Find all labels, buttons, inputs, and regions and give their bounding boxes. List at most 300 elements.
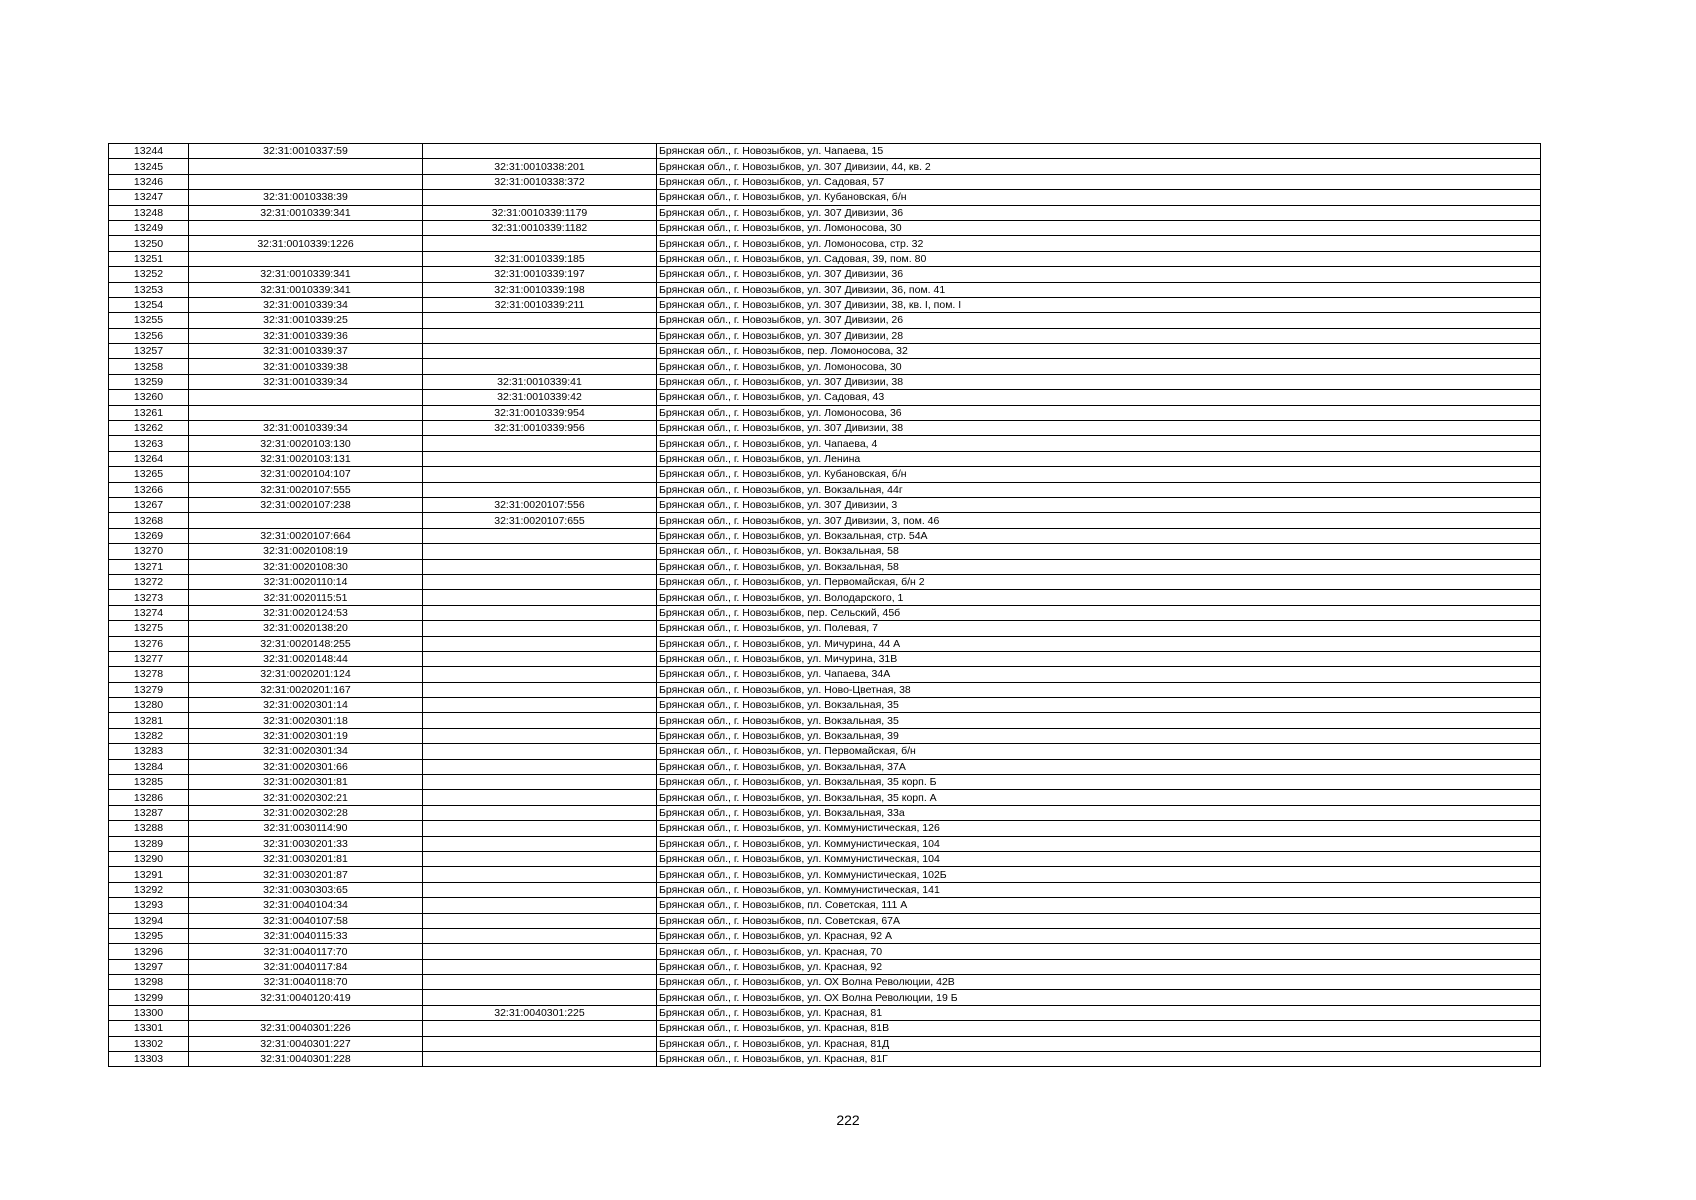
cadastral-number-cell: 32:31:0010339:25 — [189, 313, 423, 328]
table-row — [109, 882, 1541, 897]
property-table — [108, 143, 1541, 1067]
address-cell: Брянская обл., г. Новозыбков, ул. Первомайская, б/н 2 — [657, 574, 1541, 589]
object-cadastral-number-cell — [423, 713, 657, 728]
row-number-cell: 13282 — [109, 728, 189, 743]
address-cell: Брянская обл., г. Новозыбков, ул. Красная, 81Г — [657, 1052, 1541, 1067]
row-number-cell: 13287 — [109, 805, 189, 820]
object-cadastral-number-cell — [423, 744, 657, 759]
address-cell: Брянская обл., г. Новозыбков, ул. Коммунистическая, 104 — [657, 836, 1541, 851]
address-cell: Брянская обл., г. Новозыбков, ул. Ново-Цветная, 38 — [657, 682, 1541, 697]
row-number-cell: 13251 — [109, 251, 189, 266]
cadastral-number-cell: 32:31:0040115:33 — [189, 928, 423, 943]
cadastral-number-cell: 32:31:0020302:21 — [189, 790, 423, 805]
object-cadastral-number-cell — [423, 651, 657, 666]
row-number-cell: 13274 — [109, 605, 189, 620]
address-cell: Брянская обл., г. Новозыбков, ул. 307 Дивизии, 26 — [657, 313, 1541, 328]
address-cell: Брянская обл., г. Новозыбков, ул. Вокзальная, 58 — [657, 559, 1541, 574]
cadastral-number-cell: 32:31:0020148:44 — [189, 651, 423, 666]
object-cadastral-number-cell — [423, 590, 657, 605]
row-number-cell: 13268 — [109, 513, 189, 528]
cadastral-number-cell: 32:31:0020138:20 — [189, 621, 423, 636]
row-number-cell: 13281 — [109, 713, 189, 728]
cadastral-number-cell: 32:31:0030303:65 — [189, 882, 423, 897]
row-number-cell: 13289 — [109, 836, 189, 851]
row-number-cell: 13261 — [109, 405, 189, 420]
table-row — [109, 374, 1541, 389]
table-row — [109, 1021, 1541, 1036]
row-number-cell: 13249 — [109, 220, 189, 235]
table-row — [109, 851, 1541, 866]
row-number-cell: 13293 — [109, 898, 189, 913]
address-cell: Брянская обл., г. Новозыбков, ул. Коммунистическая, 141 — [657, 882, 1541, 897]
table-row — [109, 667, 1541, 682]
cadastral-number-cell: 32:31:0020108:30 — [189, 559, 423, 574]
object-cadastral-number-cell — [423, 944, 657, 959]
object-cadastral-number-cell — [423, 528, 657, 543]
address-cell: Брянская обл., г. Новозыбков, ул. Кубановская, б/н — [657, 190, 1541, 205]
address-cell: Брянская обл., г. Новозыбков, пл. Советская, 67А — [657, 913, 1541, 928]
object-cadastral-number-cell — [423, 605, 657, 620]
object-cadastral-number-cell — [423, 790, 657, 805]
row-number-cell: 13260 — [109, 390, 189, 405]
cadastral-number-cell: 32:31:0020301:18 — [189, 713, 423, 728]
cadastral-number-cell: 32:31:0010339:341 — [189, 205, 423, 220]
object-cadastral-number-cell — [423, 574, 657, 589]
row-number-cell: 13269 — [109, 528, 189, 543]
object-cadastral-number-cell — [423, 144, 657, 159]
row-number-cell: 13280 — [109, 698, 189, 713]
address-cell: Брянская обл., г. Новозыбков, ул. Красная, 92 — [657, 959, 1541, 974]
address-cell: Брянская обл., г. Новозыбков, ул. Вокзальная, 44г — [657, 482, 1541, 497]
address-cell: Брянская обл., г. Новозыбков, ул. Чапаева, 34А — [657, 667, 1541, 682]
cadastral-number-cell: 32:31:0040107:58 — [189, 913, 423, 928]
address-cell: Брянская обл., г. Новозыбков, ул. 307 Дивизии, 36 — [657, 267, 1541, 282]
row-number-cell: 13283 — [109, 744, 189, 759]
cadastral-number-cell: 32:31:0040301:227 — [189, 1036, 423, 1051]
table-row — [109, 390, 1541, 405]
object-cadastral-number-cell — [423, 990, 657, 1005]
table-row — [109, 497, 1541, 512]
object-cadastral-number-cell — [423, 928, 657, 943]
table-row — [109, 544, 1541, 559]
object-cadastral-number-cell — [423, 698, 657, 713]
row-number-cell: 13266 — [109, 482, 189, 497]
cadastral-number-cell: 32:31:0040117:84 — [189, 959, 423, 974]
cadastral-number-cell: 32:31:0020301:34 — [189, 744, 423, 759]
address-cell: Брянская обл., г. Новозыбков, ул. Чапаева, 15 — [657, 144, 1541, 159]
cadastral-number-cell: 32:31:0020103:131 — [189, 451, 423, 466]
table-row — [109, 359, 1541, 374]
address-cell: Брянская обл., г. Новозыбков, ул. Садовая, 43 — [657, 390, 1541, 405]
row-number-cell: 13263 — [109, 436, 189, 451]
row-number-cell: 13278 — [109, 667, 189, 682]
object-cadastral-number-cell — [423, 882, 657, 897]
address-cell: Брянская обл., г. Новозыбков, пл. Советская, 111 А — [657, 898, 1541, 913]
address-cell: Брянская обл., г. Новозыбков, ул. Полевая, 7 — [657, 621, 1541, 636]
table-row — [109, 636, 1541, 651]
table-row — [109, 944, 1541, 959]
row-number-cell: 13288 — [109, 821, 189, 836]
row-number-cell: 13279 — [109, 682, 189, 697]
cadastral-number-cell: 32:31:0030201:87 — [189, 867, 423, 882]
address-cell: Брянская обл., г. Новозыбков, ул. Мичурина, 44 А — [657, 636, 1541, 651]
cadastral-number-cell: 32:31:0010338:39 — [189, 190, 423, 205]
row-number-cell: 13247 — [109, 190, 189, 205]
row-number-cell: 13286 — [109, 790, 189, 805]
object-cadastral-number-cell — [423, 467, 657, 482]
address-cell: Брянская обл., г. Новозыбков, ул. Ломоносова, 36 — [657, 405, 1541, 420]
row-number-cell: 13285 — [109, 775, 189, 790]
table-row — [109, 421, 1541, 436]
address-cell: Брянская обл., г. Новозыбков, ул. ОХ Волна Революции, 19 Б — [657, 990, 1541, 1005]
row-number-cell: 13250 — [109, 236, 189, 251]
row-number-cell: 13290 — [109, 851, 189, 866]
object-cadastral-number-cell — [423, 559, 657, 574]
address-cell: Брянская обл., г. Новозыбков, ул. Вокзальная, стр. 54А — [657, 528, 1541, 543]
cadastral-number-cell — [189, 390, 423, 405]
object-cadastral-number-cell — [423, 190, 657, 205]
table-row — [109, 220, 1541, 235]
object-cadastral-number-cell — [423, 621, 657, 636]
row-number-cell: 13270 — [109, 544, 189, 559]
address-cell: Брянская обл., г. Новозыбков, ул. Коммунистическая, 102Б — [657, 867, 1541, 882]
address-cell: Брянская обл., г. Новозыбков, ул. 307 Дивизии, 3 — [657, 497, 1541, 512]
table-row — [109, 867, 1541, 882]
cadastral-number-cell — [189, 513, 423, 528]
object-cadastral-number-cell: 32:31:0010338:372 — [423, 174, 657, 189]
object-cadastral-number-cell — [423, 959, 657, 974]
address-cell: Брянская обл., г. Новозыбков, ул. Володарского, 1 — [657, 590, 1541, 605]
row-number-cell: 13267 — [109, 497, 189, 512]
object-cadastral-number-cell — [423, 1036, 657, 1051]
object-cadastral-number-cell: 32:31:0010339:185 — [423, 251, 657, 266]
cadastral-number-cell: 32:31:0020124:53 — [189, 605, 423, 620]
table-row — [109, 513, 1541, 528]
cadastral-number-cell: 32:31:0020103:130 — [189, 436, 423, 451]
row-number-cell: 13303 — [109, 1052, 189, 1067]
table-row — [109, 405, 1541, 420]
table-row — [109, 713, 1541, 728]
cadastral-number-cell: 32:31:0020107:238 — [189, 497, 423, 512]
object-cadastral-number-cell — [423, 436, 657, 451]
row-number-cell: 13258 — [109, 359, 189, 374]
table-row — [109, 236, 1541, 251]
cadastral-number-cell: 32:31:0010339:341 — [189, 267, 423, 282]
table-row — [109, 821, 1541, 836]
table-row — [109, 836, 1541, 851]
object-cadastral-number-cell — [423, 1052, 657, 1067]
object-cadastral-number-cell — [423, 898, 657, 913]
object-cadastral-number-cell: 32:31:0010339:956 — [423, 421, 657, 436]
table-row — [109, 267, 1541, 282]
object-cadastral-number-cell: 32:31:0010339:211 — [423, 297, 657, 312]
row-number-cell: 13244 — [109, 144, 189, 159]
address-cell: Брянская обл., г. Новозыбков, ул. Красная, 92 А — [657, 928, 1541, 943]
address-cell: Брянская обл., г. Новозыбков, ул. 307 Дивизии, 3, пом. 46 — [657, 513, 1541, 528]
address-cell: Брянская обл., г. Новозыбков, ул. Чапаева, 4 — [657, 436, 1541, 451]
address-cell: Брянская обл., г. Новозыбков, ул. 307 Дивизии, 38 — [657, 374, 1541, 389]
address-cell: Брянская обл., г. Новозыбков, пер. Сельский, 45б — [657, 605, 1541, 620]
table-row — [109, 728, 1541, 743]
table-row — [109, 574, 1541, 589]
cadastral-number-cell: 32:31:0020201:124 — [189, 667, 423, 682]
table-row — [109, 282, 1541, 297]
address-cell: Брянская обл., г. Новозыбков, ул. Коммунистическая, 104 — [657, 851, 1541, 866]
row-number-cell: 13259 — [109, 374, 189, 389]
cadastral-number-cell: 32:31:0040301:226 — [189, 1021, 423, 1036]
cadastral-number-cell: 32:31:0020108:19 — [189, 544, 423, 559]
row-number-cell: 13271 — [109, 559, 189, 574]
cadastral-number-cell — [189, 251, 423, 266]
table-row — [109, 528, 1541, 543]
address-cell: Брянская обл., г. Новозыбков, ул. Ломоносова, 30 — [657, 220, 1541, 235]
table-row — [109, 344, 1541, 359]
row-number-cell: 13284 — [109, 759, 189, 774]
object-cadastral-number-cell — [423, 482, 657, 497]
address-cell: Брянская обл., г. Новозыбков, ул. Вокзальная, 35 — [657, 713, 1541, 728]
table-row — [109, 144, 1541, 159]
table-row — [109, 775, 1541, 790]
address-cell: Брянская обл., г. Новозыбков, ул. Ломоносова, стр. 32 — [657, 236, 1541, 251]
cadastral-number-cell: 32:31:0010339:341 — [189, 282, 423, 297]
table-row — [109, 590, 1541, 605]
address-cell: Брянская обл., г. Новозыбков, ул. Ленина — [657, 451, 1541, 466]
row-number-cell: 13292 — [109, 882, 189, 897]
table-row — [109, 436, 1541, 451]
object-cadastral-number-cell — [423, 759, 657, 774]
object-cadastral-number-cell — [423, 359, 657, 374]
table-row — [109, 1005, 1541, 1020]
address-cell: Брянская обл., г. Новозыбков, ул. 307 Дивизии, 38 — [657, 421, 1541, 436]
address-cell: Брянская обл., г. Новозыбков, ул. Кубановская, б/н — [657, 467, 1541, 482]
row-number-cell: 13246 — [109, 174, 189, 189]
row-number-cell: 13299 — [109, 990, 189, 1005]
address-cell: Брянская обл., г. Новозыбков, ул. Красная, 81 — [657, 1005, 1541, 1020]
object-cadastral-number-cell: 32:31:0020107:556 — [423, 497, 657, 512]
table-row — [109, 559, 1541, 574]
address-cell: Брянская обл., г. Новозыбков, ул. Вокзальная, 33а — [657, 805, 1541, 820]
table-row — [109, 682, 1541, 697]
table-row — [109, 205, 1541, 220]
page-number: 222 — [836, 1112, 860, 1128]
address-cell: Брянская обл., г. Новозыбков, ул. Красная, 70 — [657, 944, 1541, 959]
cadastral-number-cell — [189, 1005, 423, 1020]
object-cadastral-number-cell: 32:31:0040301:225 — [423, 1005, 657, 1020]
row-number-cell: 13296 — [109, 944, 189, 959]
object-cadastral-number-cell — [423, 975, 657, 990]
object-cadastral-number-cell — [423, 682, 657, 697]
row-number-cell: 13255 — [109, 313, 189, 328]
row-number-cell: 13297 — [109, 959, 189, 974]
row-number-cell: 13301 — [109, 1021, 189, 1036]
cadastral-number-cell: 32:31:0010337:59 — [189, 144, 423, 159]
cadastral-number-cell: 32:31:0020201:167 — [189, 682, 423, 697]
row-number-cell: 13277 — [109, 651, 189, 666]
object-cadastral-number-cell — [423, 836, 657, 851]
cadastral-number-cell: 32:31:0010339:34 — [189, 421, 423, 436]
cadastral-number-cell: 32:31:0020110:14 — [189, 574, 423, 589]
cadastral-number-cell: 32:31:0040301:228 — [189, 1052, 423, 1067]
cadastral-number-cell: 32:31:0040120:419 — [189, 990, 423, 1005]
address-cell: Брянская обл., г. Новозыбков, ул. 307 Дивизии, 38, кв. I, пом. I — [657, 297, 1541, 312]
cadastral-number-cell: 32:31:0010339:34 — [189, 374, 423, 389]
address-cell: Брянская обл., г. Новозыбков, ул. Вокзальная, 37А — [657, 759, 1541, 774]
address-cell: Брянская обл., г. Новозыбков, ул. Вокзальная, 35 корп. Б — [657, 775, 1541, 790]
cadastral-number-cell — [189, 405, 423, 420]
table-row — [109, 913, 1541, 928]
object-cadastral-number-cell — [423, 544, 657, 559]
object-cadastral-number-cell — [423, 851, 657, 866]
table-row — [109, 759, 1541, 774]
address-cell: Брянская обл., г. Новозыбков, ул. 307 Дивизии, 36, пом. 41 — [657, 282, 1541, 297]
object-cadastral-number-cell — [423, 913, 657, 928]
table-row — [109, 928, 1541, 943]
address-cell: Брянская обл., г. Новозыбков, ул. Первомайская, б/н — [657, 744, 1541, 759]
table-row — [109, 313, 1541, 328]
address-cell: Брянская обл., г. Новозыбков, ул. Ломоносова, 30 — [657, 359, 1541, 374]
row-number-cell: 13275 — [109, 621, 189, 636]
cadastral-number-cell: 32:31:0020301:66 — [189, 759, 423, 774]
object-cadastral-number-cell — [423, 775, 657, 790]
cadastral-number-cell: 32:31:0010339:37 — [189, 344, 423, 359]
row-number-cell: 13245 — [109, 159, 189, 174]
row-number-cell: 13253 — [109, 282, 189, 297]
table-row — [109, 451, 1541, 466]
object-cadastral-number-cell — [423, 667, 657, 682]
cadastral-number-cell: 32:31:0030201:81 — [189, 851, 423, 866]
cadastral-number-cell: 32:31:0040118:70 — [189, 975, 423, 990]
row-number-cell: 13252 — [109, 267, 189, 282]
cadastral-number-cell: 32:31:0020115:51 — [189, 590, 423, 605]
table-row — [109, 1036, 1541, 1051]
table-row — [109, 174, 1541, 189]
object-cadastral-number-cell — [423, 344, 657, 359]
table-row — [109, 790, 1541, 805]
table-row — [109, 651, 1541, 666]
row-number-cell: 13291 — [109, 867, 189, 882]
table-row — [109, 990, 1541, 1005]
object-cadastral-number-cell — [423, 867, 657, 882]
table-row — [109, 898, 1541, 913]
table-row — [109, 621, 1541, 636]
row-number-cell: 13272 — [109, 574, 189, 589]
table-row — [109, 190, 1541, 205]
row-number-cell: 13262 — [109, 421, 189, 436]
cadastral-number-cell: 32:31:0020107:555 — [189, 482, 423, 497]
table-row — [109, 959, 1541, 974]
object-cadastral-number-cell — [423, 821, 657, 836]
address-cell: Брянская обл., г. Новозыбков, ул. Красная, 81В — [657, 1021, 1541, 1036]
table-row — [109, 605, 1541, 620]
cadastral-number-cell: 32:31:0040117:70 — [189, 944, 423, 959]
cadastral-number-cell: 32:31:0020148:255 — [189, 636, 423, 651]
table-row — [109, 482, 1541, 497]
object-cadastral-number-cell — [423, 328, 657, 343]
row-number-cell: 13248 — [109, 205, 189, 220]
object-cadastral-number-cell: 32:31:0010339:1182 — [423, 220, 657, 235]
row-number-cell: 13256 — [109, 328, 189, 343]
object-cadastral-number-cell: 32:31:0020107:655 — [423, 513, 657, 528]
row-number-cell: 13264 — [109, 451, 189, 466]
address-cell: Брянская обл., г. Новозыбков, ул. Вокзальная, 35 — [657, 698, 1541, 713]
address-cell: Брянская обл., г. Новозыбков, ул. 307 Дивизии, 44, кв. 2 — [657, 159, 1541, 174]
cadastral-number-cell — [189, 220, 423, 235]
row-number-cell: 13265 — [109, 467, 189, 482]
table-row — [109, 1052, 1541, 1067]
table-row — [109, 251, 1541, 266]
cadastral-number-cell: 32:31:0030114:90 — [189, 821, 423, 836]
row-number-cell: 13295 — [109, 928, 189, 943]
object-cadastral-number-cell: 32:31:0010339:197 — [423, 267, 657, 282]
row-number-cell: 13276 — [109, 636, 189, 651]
object-cadastral-number-cell — [423, 1021, 657, 1036]
object-cadastral-number-cell — [423, 451, 657, 466]
object-cadastral-number-cell — [423, 728, 657, 743]
cadastral-number-cell: 32:31:0040104:34 — [189, 898, 423, 913]
cadastral-number-cell: 32:31:0020104:107 — [189, 467, 423, 482]
object-cadastral-number-cell: 32:31:0010339:41 — [423, 374, 657, 389]
table-row — [109, 975, 1541, 990]
table-row — [109, 297, 1541, 312]
object-cadastral-number-cell: 32:31:0010339:42 — [423, 390, 657, 405]
address-cell: Брянская обл., г. Новозыбков, ул. Садовая, 57 — [657, 174, 1541, 189]
address-cell: Брянская обл., г. Новозыбков, ул. Вокзальная, 58 — [657, 544, 1541, 559]
cadastral-number-cell — [189, 174, 423, 189]
address-cell: Брянская обл., г. Новозыбков, ул. ОХ Волна Революции, 42В — [657, 975, 1541, 990]
object-cadastral-number-cell: 32:31:0010339:1179 — [423, 205, 657, 220]
object-cadastral-number-cell — [423, 313, 657, 328]
address-cell: Брянская обл., г. Новозыбков, ул. Красная, 81Д — [657, 1036, 1541, 1051]
cadastral-number-cell: 32:31:0010339:34 — [189, 297, 423, 312]
row-number-cell: 13257 — [109, 344, 189, 359]
row-number-cell: 13298 — [109, 975, 189, 990]
object-cadastral-number-cell: 32:31:0010338:201 — [423, 159, 657, 174]
cadastral-number-cell: 32:31:0030201:33 — [189, 836, 423, 851]
address-cell: Брянская обл., г. Новозыбков, ул. 307 Дивизии, 28 — [657, 328, 1541, 343]
cadastral-number-cell: 32:31:0020301:81 — [189, 775, 423, 790]
address-cell: Брянская обл., г. Новозыбков, пер. Ломоносова, 32 — [657, 344, 1541, 359]
address-cell: Брянская обл., г. Новозыбков, ул. Вокзальная, 35 корп. А — [657, 790, 1541, 805]
row-number-cell: 13300 — [109, 1005, 189, 1020]
cadastral-number-cell: 32:31:0020301:14 — [189, 698, 423, 713]
address-cell: Брянская обл., г. Новозыбков, ул. 307 Дивизии, 36 — [657, 205, 1541, 220]
table-body — [109, 144, 1541, 1067]
cadastral-number-cell: 32:31:0020301:19 — [189, 728, 423, 743]
cadastral-number-cell: 32:31:0020302:28 — [189, 805, 423, 820]
row-number-cell: 13294 — [109, 913, 189, 928]
table-row — [109, 159, 1541, 174]
row-number-cell: 13302 — [109, 1036, 189, 1051]
address-cell: Брянская обл., г. Новозыбков, ул. Мичурина, 31В — [657, 651, 1541, 666]
object-cadastral-number-cell — [423, 805, 657, 820]
table-row — [109, 467, 1541, 482]
table-row — [109, 328, 1541, 343]
cadastral-number-cell: 32:31:0020107:664 — [189, 528, 423, 543]
cadastral-number-cell — [189, 159, 423, 174]
cadastral-number-cell: 32:31:0010339:36 — [189, 328, 423, 343]
row-number-cell: 13254 — [109, 297, 189, 312]
table-row — [109, 698, 1541, 713]
table-row — [109, 805, 1541, 820]
object-cadastral-number-cell: 32:31:0010339:198 — [423, 282, 657, 297]
address-cell: Брянская обл., г. Новозыбков, ул. Коммунистическая, 126 — [657, 821, 1541, 836]
cadastral-number-cell: 32:31:0010339:1226 — [189, 236, 423, 251]
table-row — [109, 744, 1541, 759]
object-cadastral-number-cell: 32:31:0010339:954 — [423, 405, 657, 420]
object-cadastral-number-cell — [423, 236, 657, 251]
address-cell: Брянская обл., г. Новозыбков, ул. Вокзальная, 39 — [657, 728, 1541, 743]
object-cadastral-number-cell — [423, 636, 657, 651]
